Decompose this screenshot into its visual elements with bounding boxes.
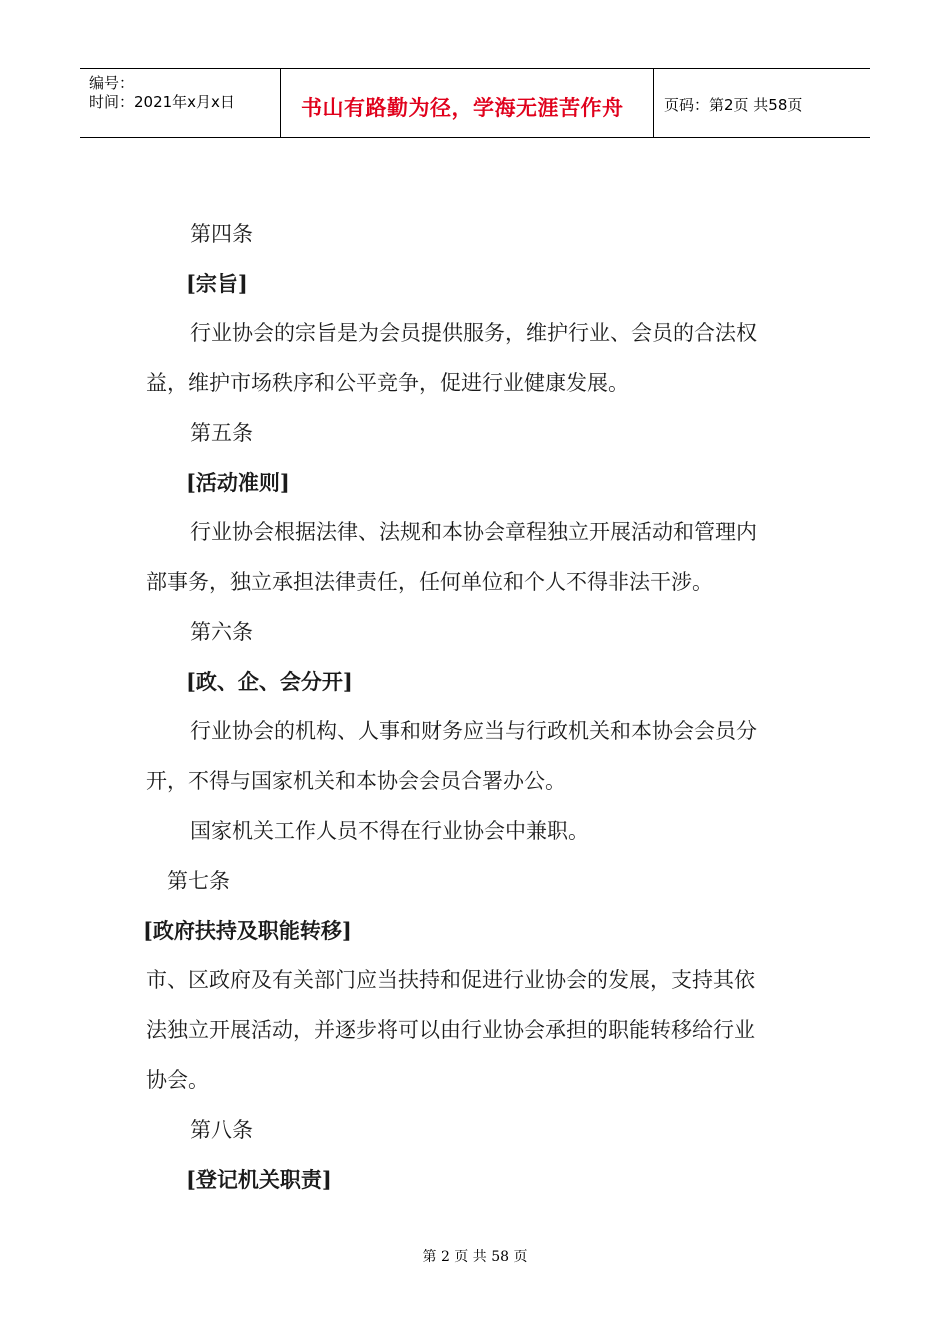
article-6-paragraph-line-1: 行业协会的机构、人事和财务应当与行政机关和本协会会员分 <box>190 719 757 743</box>
header-left-cell <box>80 69 281 137</box>
article-5-paragraph-line-2: 部事务，独立承担法律责任，任何单位和个人不得非法干涉。 <box>146 570 713 594</box>
article-8-heading: [登记机关职责] <box>186 1167 332 1192</box>
article-6-title: 第六条 <box>190 620 253 644</box>
page-header <box>80 68 870 138</box>
article-7-paragraph-line-2: 法独立开展活动，并逐步将可以由行业协会承担的职能转移给行业 <box>146 1018 755 1042</box>
header-motto: 书山有路勤为径，学海无涯苦作舟 <box>301 96 624 120</box>
article-4-heading: [宗旨] <box>186 271 248 296</box>
article-5-heading: [活动准则] <box>186 470 290 495</box>
article-4-paragraph-line-2: 益，维护市场秩序和公平竞争，促进行业健康发展。 <box>146 371 629 395</box>
article-6-paragraph-line-2: 开，不得与国家机关和本协会会员合署办公。 <box>146 769 566 793</box>
document-number-label: 编号： <box>89 74 135 92</box>
page-footer: 第 2 页 共 58 页 <box>422 1249 528 1265</box>
article-6-paragraph-2: 国家机关工作人员不得在行业协会中兼职。 <box>190 819 589 843</box>
article-4-title: 第四条 <box>190 222 253 246</box>
article-5-paragraph-line-1: 行业协会根据法律、法规和本协会章程独立开展活动和管理内 <box>190 520 757 544</box>
document-time-label: 时间：2021年x月x日 <box>89 93 235 111</box>
article-7-heading: [政府扶持及职能转移] <box>143 918 352 943</box>
article-6-heading: [政、企、会分开] <box>186 669 353 694</box>
article-4-paragraph-line-1: 行业协会的宗旨是为会员提供服务，维护行业、会员的合法权 <box>190 321 757 345</box>
header-middle-cell <box>281 69 654 137</box>
article-7-paragraph-line-3: 协会。 <box>146 1068 209 1092</box>
article-8-title: 第八条 <box>190 1118 253 1142</box>
article-7-title: 第七条 <box>167 869 230 893</box>
article-7-paragraph-line-1: 市、区政府及有关部门应当扶持和促进行业协会的发展，支持其依 <box>146 968 755 992</box>
article-5-title: 第五条 <box>190 421 253 445</box>
header-right-cell <box>654 69 870 137</box>
header-page-info: 页码：第2页 共58页 <box>664 96 803 114</box>
